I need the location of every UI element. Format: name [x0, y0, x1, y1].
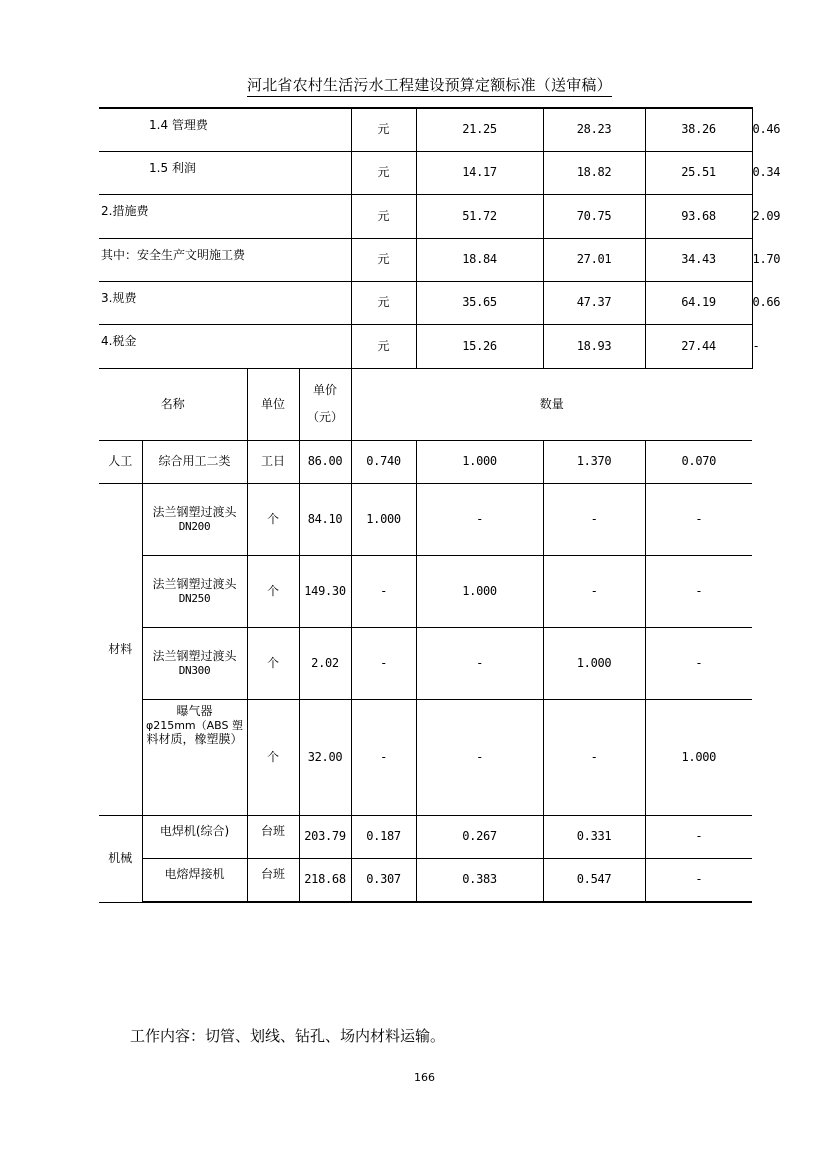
value-cell: 51.72: [416, 194, 543, 238]
value-cell: 27.01: [543, 238, 645, 281]
value-cell: 0.187: [351, 815, 416, 858]
header-unit: 单位: [247, 368, 299, 440]
cost-row-management: 1.4 管理费 元 21.25 28.23 38.26 0.46: [99, 108, 752, 151]
value-cell: -: [645, 627, 752, 699]
material-row: [99, 555, 752, 627]
materials-category: 材料: [99, 483, 142, 815]
machinery-category: 机械: [99, 815, 142, 902]
page-number: 166: [414, 1071, 435, 1084]
cost-row-tax: 4.税金 元 15.26 18.93 27.44 -: [99, 324, 752, 368]
cost-unit: 元: [351, 324, 416, 368]
material-name-line: 法兰钢塑过渡头: [152, 504, 237, 519]
material-price: 149.30: [299, 555, 351, 627]
value-cell: -: [351, 555, 416, 627]
material-unit: 个: [247, 627, 299, 699]
value-cell: 35.65: [416, 281, 543, 324]
cost-name: 1.5 利润: [99, 151, 351, 194]
value-cell: 70.75: [543, 194, 645, 238]
value-cell: 28.23: [543, 108, 645, 151]
labor-price: 86.00: [299, 440, 351, 483]
value-cell: 18.84: [416, 238, 543, 281]
cost-row-measures: 2.措施费 元 51.72 70.75 93.68 2.09: [99, 194, 752, 238]
cost-name: 2.措施费: [99, 194, 351, 238]
material-name: [142, 483, 247, 555]
header-price: [299, 368, 351, 440]
cost-name: 1.4 管理费: [99, 108, 351, 151]
value-cell: 1.000: [543, 627, 645, 699]
cost-unit: 元: [351, 281, 416, 324]
value-cell: 1.000: [351, 483, 416, 555]
value-cell: 21.25: [416, 108, 543, 151]
value-cell: 0.547: [543, 858, 645, 902]
value-cell: 47.37: [543, 281, 645, 324]
quota-table: [99, 107, 781, 903]
material-name-line: 法兰钢塑过渡头: [152, 648, 237, 663]
material-price: 32.00: [299, 699, 351, 815]
material-name-line: 曝气器: [176, 703, 213, 718]
material-spec: DN250: [178, 591, 211, 605]
cost-unit: 元: [351, 238, 416, 281]
material-name: [142, 699, 247, 815]
value-cell: -: [543, 699, 645, 815]
cost-row-fees: 3.规费 元 35.65 47.37 64.19 0.66: [99, 281, 752, 324]
machinery-unit: 台班: [247, 858, 299, 902]
header-price-line2: （元）: [307, 410, 344, 424]
header-price-line1: 单价: [313, 383, 338, 397]
resource-header-row: [99, 368, 752, 440]
value-cell: 15.26: [416, 324, 543, 368]
material-spec: φ215mm（ABS 塑: [145, 718, 244, 732]
value-cell: 34.43: [645, 238, 752, 281]
header-quantity: 数量: [351, 368, 752, 440]
value-cell: -: [351, 627, 416, 699]
machinery-unit: 台班: [247, 815, 299, 858]
machinery-row: [99, 815, 752, 858]
machinery-row: [99, 858, 752, 902]
cost-unit: 元: [351, 108, 416, 151]
cost-unit: 元: [351, 194, 416, 238]
material-price: 84.10: [299, 483, 351, 555]
cost-row-profit: 1.5 利润 元 14.17 18.82 25.51 0.34: [99, 151, 752, 194]
value-cell: -: [645, 815, 752, 858]
work-content: 工作内容：切管、划线、钻孔、场内材料运输。: [130, 1027, 446, 1045]
labor-name: 综合用工二类: [142, 440, 247, 483]
page-title: 河北省农村生活污水工程建设预算定额标准（送审稿）: [247, 74, 612, 97]
machinery-price: 203.79: [299, 815, 351, 858]
value-cell: 0.267: [416, 815, 543, 858]
machinery-name: 电焊机(综合): [142, 815, 247, 858]
cost-unit: 元: [351, 151, 416, 194]
material-spec: DN200: [178, 519, 211, 533]
value-cell: -: [416, 627, 543, 699]
value-cell: 1.000: [416, 555, 543, 627]
cost-name: 4.税金: [99, 324, 351, 368]
value-cell: -: [645, 858, 752, 902]
labor-unit: 工日: [247, 440, 299, 483]
material-spec: DN300: [178, 663, 211, 677]
value-cell: 64.19: [645, 281, 752, 324]
machinery-price: 218.68: [299, 858, 351, 902]
header-name: 名称: [99, 368, 247, 440]
value-cell: 18.93: [543, 324, 645, 368]
value-cell: -: [416, 699, 543, 815]
value-cell: 25.51: [645, 151, 752, 194]
cost-row-safety: 其中：安全生产文明施工费 元 18.84 27.01 34.43 1.70: [99, 238, 752, 281]
material-spec: 料材质，橡塑膜）: [146, 732, 243, 747]
value-cell: 14.17: [416, 151, 543, 194]
material-name: [142, 627, 247, 699]
material-name-line: 法兰钢塑过渡头: [152, 576, 237, 591]
value-cell: 0.331: [543, 815, 645, 858]
value-cell: 27.44: [645, 324, 752, 368]
machinery-name: 电熔焊接机: [142, 858, 247, 902]
value-cell: 0.070: [645, 440, 752, 483]
material-name: [142, 555, 247, 627]
labor-category: 人工: [99, 440, 142, 483]
value-cell: 0.307: [351, 858, 416, 902]
labor-row: [99, 440, 752, 483]
material-price: 2.02: [299, 627, 351, 699]
cost-name: 其中：安全生产文明施工费: [99, 238, 351, 281]
value-cell: 1.000: [645, 699, 752, 815]
value-cell: 38.26: [645, 108, 752, 151]
value-cell: -: [543, 483, 645, 555]
value-cell: -: [543, 555, 645, 627]
material-row: [99, 483, 752, 555]
material-unit: 个: [247, 483, 299, 555]
material-unit: 个: [247, 699, 299, 815]
material-row: [99, 627, 752, 699]
value-cell: -: [351, 699, 416, 815]
value-cell: 0.383: [416, 858, 543, 902]
value-cell: 0.740: [351, 440, 416, 483]
cost-name: 3.规费: [99, 281, 351, 324]
material-row: [99, 699, 752, 815]
value-cell: 93.68: [645, 194, 752, 238]
value-cell: -: [645, 555, 752, 627]
value-cell: 1.000: [416, 440, 543, 483]
value-cell: -: [416, 483, 543, 555]
material-unit: 个: [247, 555, 299, 627]
value-cell: 18.82: [543, 151, 645, 194]
value-cell: -: [645, 483, 752, 555]
value-cell: 1.370: [543, 440, 645, 483]
